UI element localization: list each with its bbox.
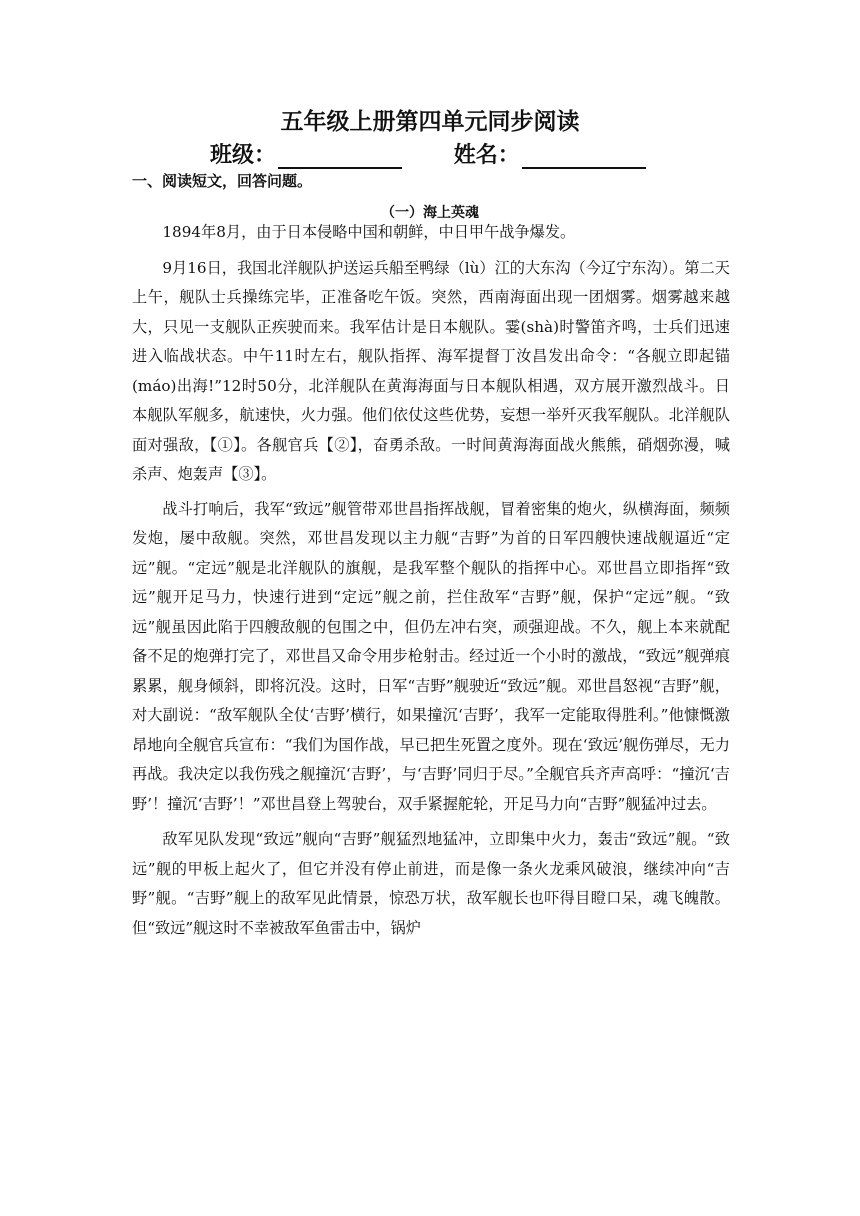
paragraph-3: 战斗打响后，我军“致远”舰管带邓世昌指挥战舰，冒着密集的炮火，纵横海面，频频发炮，屡中敌舰。突然，邓世昌发现以主力舰“吉野”为首的日军四艘快速战舰逼近“定远”舰。“定远”舰是北洋舰队的旗舰，是我军整个舰队的指挥中心。邓世昌立即指挥“致远”舰开足马力，快速行进到“定远”舰之前，拦住敌军“吉野”舰，保护“定远”舰。“致远”舰虽因此陷于四艘敌舰的包围之中，但仍左冲右突，顽强迎战。不久，舰上本来就配备不足的炮弹打完了，邓世昌又命令用步枪射击。经过近一个小时的激战，“致远”舰弹痕累累，舰身倾斜，即将沉没。这时，日军“吉野”舰驶近“致远”舰。邓世昌怒视“吉野”舰，对大副说：“敌军舰队全仗‘吉野’横行，如果撞沉‘吉野’，我军一定能取得胜利。”他慷慨激昂地向全舰官兵宣布：“我们为国作战，早已把生死置之度外。现在‘致远’舰伤弹尽，无力再战。我决定以我伤残之舰撞沉‘吉野’，与‘吉野’同归于尽。”全舰官兵齐声高呼：“撞沉‘吉野’！撞沉‘吉野’！”邓世昌登上驾驶台，双手紧握舵轮，开足马力向“吉野”舰猛冲过去。 — [132, 499, 730, 813]
paragraph-1: 1894年8月，由于日本侵略中国和朝鲜，中日甲午战争爆发。 — [162, 223, 576, 241]
passage-title: （一）海上英魂 — [381, 205, 479, 221]
paragraph-4: 敌军见队发现“致远”舰向“吉野”舰猛烈地猛冲，立即集中火力，轰击“致远”舰。“致远”舰的甲板上起火了，但它并没有停止前进，而是像一条火龙乘风破浪，继续冲向“吉野”舰。“吉野”舰上的敌军见此情景，惊恐万状，敌军舰长也吓得目瞪口呆，魂飞魄散。但“致远”舰这时不幸被敌军鱼雷击中，锅炉 — [132, 830, 730, 937]
class-field — [210, 138, 402, 169]
name-field — [454, 138, 646, 169]
name-label: 姓名： — [453, 143, 520, 168]
class-blank[interactable] — [278, 145, 402, 169]
student-info-fields — [210, 138, 730, 169]
passage-body — [132, 218, 730, 949]
class-label: 班级： — [210, 143, 277, 168]
document-title: 五年级上册第四单元同步阅读 — [280, 109, 580, 135]
section-heading: 一、阅读短文，回答问题。 — [132, 172, 313, 190]
name-blank[interactable] — [522, 145, 646, 169]
paragraph-2: 9月16日，我国北洋舰队护送运兵船至鸭绿（lù）江的大东沟（今辽宁东沟）。第二天上午，舰队士兵操练完毕，正准备吃午饭。突然，西南海面出现一团烟雾。烟雾越来越大，只见一支舰队正疾驶而来。我军估计是日本舰队。霎(shà)时警笛齐鸣，士兵们迅速进入临战状态。中午11时左右，舰队指挥、海军提督丁汝昌发出命令：“各舰立即起锚(máo)出海!”12时50分，北洋舰队在黄海海面与日本舰队相遇，双方展开激烈战斗。日本舰队军舰多，航速快，火力强。他们依仗这些优势，妄想一举歼灭我军舰队。北洋舰队面对强敌，【①】。各舰官兵【②】，奋勇杀敌。一时间黄海海面战火熊熊，硝烟弥漫，喊杀声、炮轰声【③】。 — [132, 258, 730, 483]
